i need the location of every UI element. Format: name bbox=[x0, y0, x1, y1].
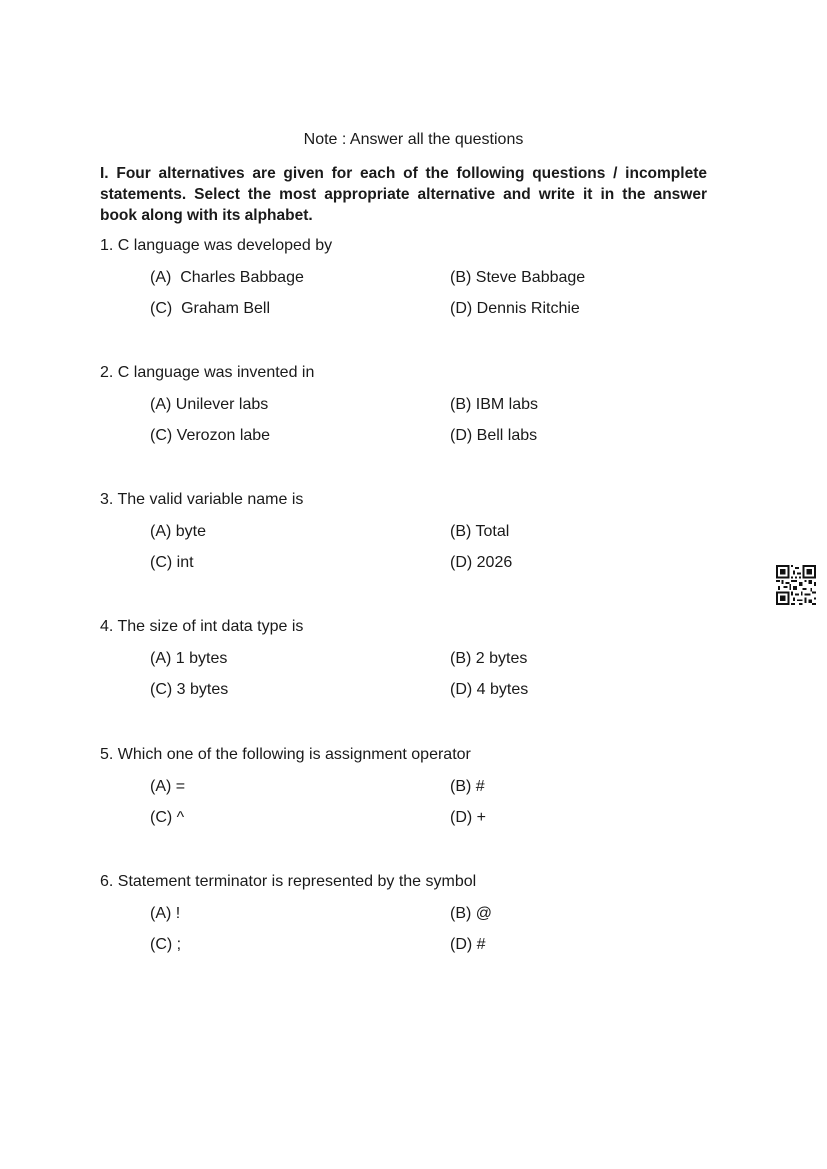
option-b: (B) @ bbox=[450, 905, 493, 922]
option-c: (C) 3 bytes bbox=[150, 681, 229, 698]
section-instruction: I. Four alternatives are given for each of the following questions / incomplete statements. Select the most appropriate alternative and write it in the answer book along with its alphabet. bbox=[100, 165, 707, 224]
option-c: (C) int bbox=[150, 554, 194, 571]
option-a: (A) Charles Babbage bbox=[150, 269, 304, 286]
option-c: (C) Verozon labe bbox=[150, 427, 271, 444]
option-a: (A) = bbox=[150, 778, 186, 795]
note-heading: Note : Answer all the questions bbox=[303, 131, 524, 148]
option-d: (D) # bbox=[450, 936, 486, 953]
option-a: (A) byte bbox=[150, 523, 207, 540]
question-text: 3. The valid variable name is bbox=[100, 491, 304, 508]
options-group bbox=[100, 904, 740, 968]
qr-code-icon bbox=[776, 565, 816, 605]
options-group bbox=[100, 649, 740, 713]
options-group bbox=[100, 777, 740, 841]
option-d: (D) + bbox=[450, 809, 486, 826]
question-2 bbox=[100, 363, 740, 459]
option-b: (B) # bbox=[450, 778, 485, 795]
option-d: (D) 2026 bbox=[450, 554, 513, 571]
question-5 bbox=[100, 745, 740, 841]
option-c: (C) ^ bbox=[150, 809, 185, 826]
options-group bbox=[100, 268, 740, 332]
option-b: (B) Steve Babbage bbox=[450, 269, 586, 286]
options-group bbox=[100, 522, 740, 586]
option-b: (B) IBM labs bbox=[450, 396, 539, 413]
question-4 bbox=[100, 617, 740, 713]
options-group bbox=[100, 395, 740, 459]
question-6 bbox=[100, 872, 740, 968]
option-c: (C) Graham Bell bbox=[150, 300, 271, 317]
option-b: (B) 2 bytes bbox=[450, 650, 528, 667]
option-c: (C) ; bbox=[150, 936, 182, 953]
question-1 bbox=[100, 236, 740, 332]
option-a: (A) Unilever labs bbox=[150, 396, 269, 413]
option-d: (D) Dennis Ritchie bbox=[450, 300, 580, 317]
option-b: (B) Total bbox=[450, 523, 510, 540]
question-text: 5. Which one of the following is assignment operator bbox=[100, 746, 471, 763]
question-text: 1. C language was developed by bbox=[100, 237, 333, 254]
question-text: 6. Statement terminator is represented by the symbol bbox=[100, 873, 477, 890]
question-text: 2. C language was invented in bbox=[100, 364, 315, 381]
option-d: (D) Bell labs bbox=[450, 427, 538, 444]
option-a: (A) 1 bytes bbox=[150, 650, 228, 667]
question-text: 4. The size of int data type is bbox=[100, 618, 304, 635]
question-3 bbox=[100, 490, 740, 586]
option-d: (D) 4 bytes bbox=[450, 681, 529, 698]
option-a: (A) ! bbox=[150, 905, 181, 922]
